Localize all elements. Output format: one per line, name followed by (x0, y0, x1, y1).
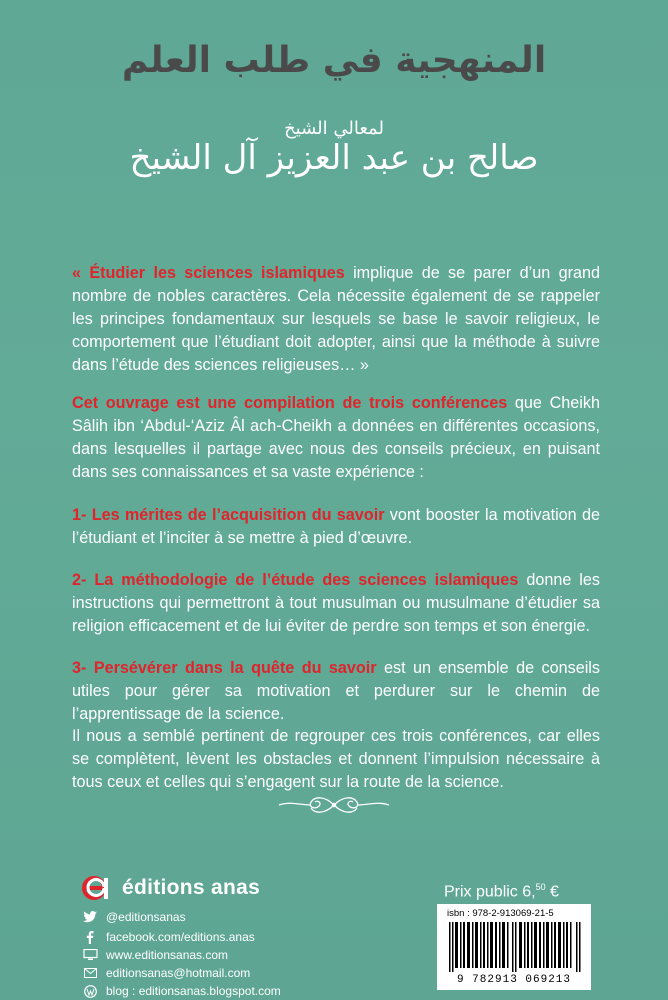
barcode-number: 9 782913 069213 (456, 974, 572, 986)
intro-paragraph (72, 262, 600, 377)
isbn-label: isbn : 978-2-913069-21-5 (447, 908, 554, 919)
twitter-icon (82, 910, 98, 924)
barcode-panel (437, 904, 591, 990)
facebook-contact[interactable] (82, 930, 255, 944)
compilation-text: que Cheikh Sâlih ibn ‘Abdul-‘Aziz Âl ach-Cheikh a données en différentes occasions, dans lesquelles il partage avec nous des conseils précieux, en puisant dans ses connaissances et sa vaste expérience : (72, 394, 600, 482)
blog-contact[interactable] (82, 984, 281, 998)
arabic-subtitle: لمعالي الشيخ (284, 118, 384, 139)
blog-url: blog : editionsanas.blogspot.com (106, 984, 281, 998)
publisher-name: éditions anas (122, 876, 261, 899)
point-1-text: vont booster la motivation de l’étudiant et l’inciter à se mettre à pied d’œuvre. (72, 506, 600, 548)
arabic-title: المنهجية في طلب العلم (121, 40, 547, 81)
website-url: www.editionsanas.com (106, 948, 229, 962)
publisher-logo-icon (82, 873, 114, 903)
point-2-highlight: 2- La méthodologie de l’étude des sciences islamiques (72, 571, 519, 590)
wordpress-icon (82, 984, 98, 998)
point-3-paragraph (72, 657, 600, 726)
price-currency: € (545, 883, 559, 901)
email-contact[interactable] (82, 966, 250, 980)
envelope-icon (82, 966, 98, 980)
publisher-logo (82, 873, 260, 903)
website-contact[interactable] (82, 948, 228, 962)
arabic-author: صالح بن عبد العزيز آل الشيخ (129, 138, 539, 178)
twitter-contact[interactable] (82, 910, 186, 924)
computer-icon (82, 948, 98, 962)
point-1-paragraph (72, 504, 600, 550)
point-3-text: est un ensemble de conseils utiles pour gérer sa motivation et perdurer sur le chemin de l’apprentissage de la science. (72, 659, 601, 724)
point-2-text: donne les instructions qui permettront à tout musulman ou musulmane d’étudier sa religion efficacement et de lui éviter de perdre son temps et son énergie. (72, 571, 601, 636)
price-cents: 50 (535, 882, 546, 892)
ornament-divider-icon (275, 792, 393, 818)
point-3-highlight: 3- Persévérer dans la quête du savoir (72, 659, 377, 678)
price-label: Prix public 6, (444, 883, 536, 901)
barcode-icon (449, 922, 581, 972)
twitter-handle: @editionsanas (106, 910, 186, 924)
compilation-highlight: Cet ouvrage est une compilation de trois conférences (72, 394, 508, 413)
point-1-highlight: 1- Les mérites de l’acquisition du savoir (72, 506, 385, 525)
closing-paragraph: Il nous a semblé pertinent de regrouper ces trois conférences, car elles se complètent, lèvent les obstacles et donnent l’impulsion nécessaire à tous ceux et celles qui s’engagent sur la route de la science. (72, 727, 600, 792)
public-price (444, 882, 559, 901)
intro-highlight: « Étudier les sciences islamiques (72, 264, 345, 283)
facebook-url: facebook.com/editions.anas (106, 930, 255, 944)
intro-text: implique de se parer d’un grand nombre de nobles caractères. Cela nécessite également de se rappeler les principes fondamentaux sur lesquels se base le savoir religieux, le comportement que l’étudiant doit adopter, ainsi que la méthode à suivre dans l’étude des sciences religieuses… » (72, 264, 600, 375)
point-2-paragraph (72, 569, 600, 638)
email-address: editionsanas@hotmail.com (106, 966, 251, 980)
facebook-icon (82, 930, 98, 944)
compilation-paragraph (72, 392, 600, 484)
